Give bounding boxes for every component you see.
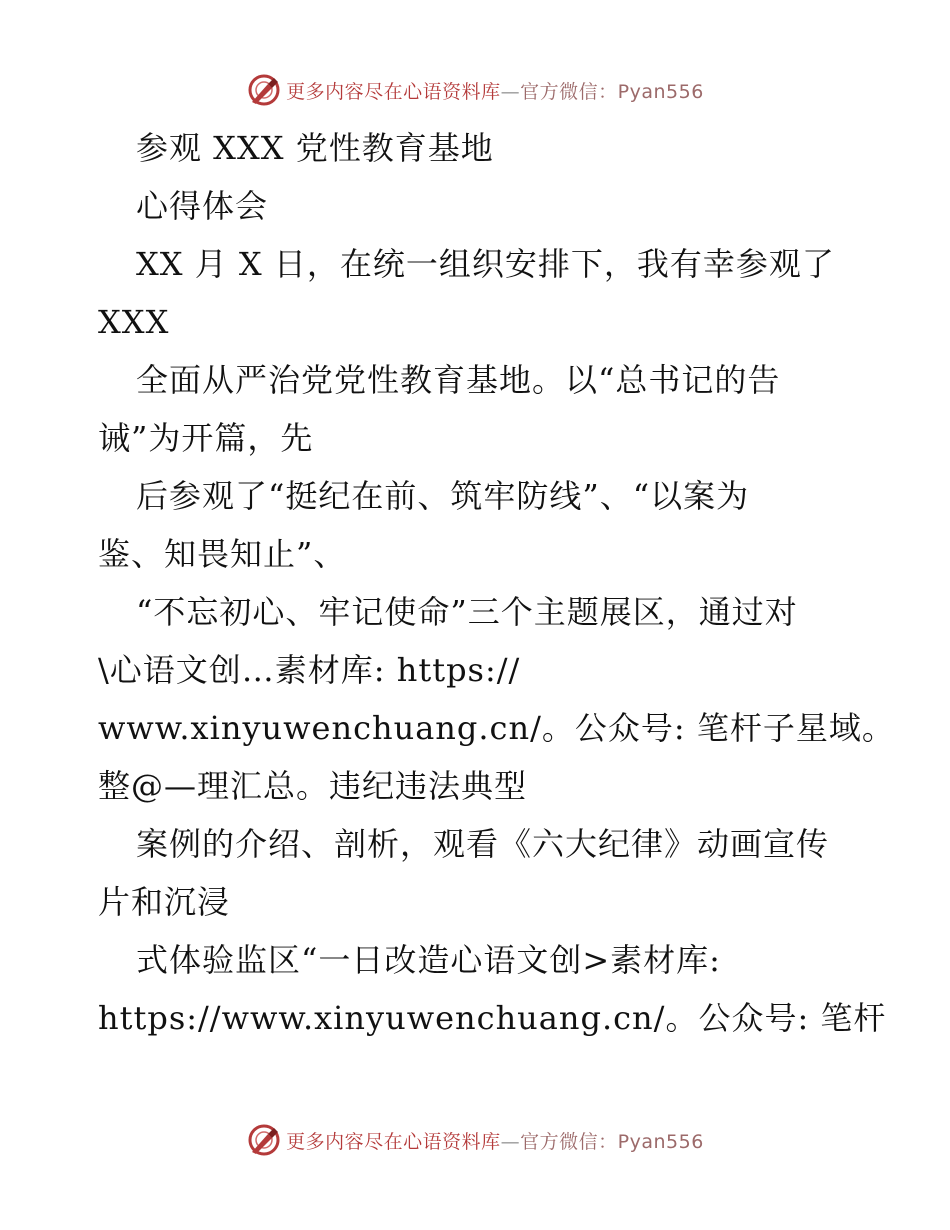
doc-line: \心语文创…素材库: https:// (98, 651, 521, 689)
header-banner (0, 70, 950, 110)
doc-line: 诫”为开篇，先 (98, 419, 314, 457)
banner-separator: — (500, 80, 521, 103)
doc-line: 后参观了“挺纪在前、筑牢防线”、“以案为 (136, 477, 750, 515)
doc-line: 整@—理汇总。违纪违法典型 (98, 767, 528, 805)
banner-wechat-text: 官方微信：Pyan556 (520, 1130, 704, 1153)
doc-line: www.xinyuwenchuang.cn/。公众号: 笔杆子星域。 (98, 709, 895, 747)
doc-line: https://www.xinyuwenchuang.cn/。公众号: 笔杆 (98, 999, 887, 1037)
doc-line: 片和沉浸 (98, 883, 231, 921)
doc-line: XXX (98, 303, 170, 341)
doc-line: 全面从严治党党性教育基地。以“总书记的告 (136, 361, 781, 399)
banner-main-text: 更多内容尽在心语资料库 (286, 1130, 501, 1153)
pen-logo-icon (246, 72, 282, 108)
doc-subtitle: 心得体会 (136, 187, 269, 225)
doc-line: “不忘初心、牢记使命”三个主题展区，通过对 (136, 593, 798, 631)
document-body (98, 119, 895, 1047)
doc-line: XX 月 X 日，在统一组织安排下，我有幸参观了 (136, 245, 835, 283)
footer-banner (0, 1120, 950, 1160)
doc-line: 鉴、知畏知止”、 (98, 535, 347, 573)
doc-line: 式体验监区“一日改造心语文创>素材库: (136, 941, 721, 979)
pen-logo-icon (246, 1122, 282, 1158)
banner-separator: — (500, 1130, 521, 1153)
doc-title: 参观 XXX 党性教育基地 (136, 129, 494, 167)
banner-text (286, 1127, 704, 1154)
banner-wechat-text: 官方微信：Pyan556 (520, 80, 704, 103)
doc-line: 案例的介绍、剖析，观看《六大纪律》动画宣传 (136, 825, 830, 863)
banner-main-text: 更多内容尽在心语资料库 (286, 80, 501, 103)
banner-text (286, 77, 704, 104)
